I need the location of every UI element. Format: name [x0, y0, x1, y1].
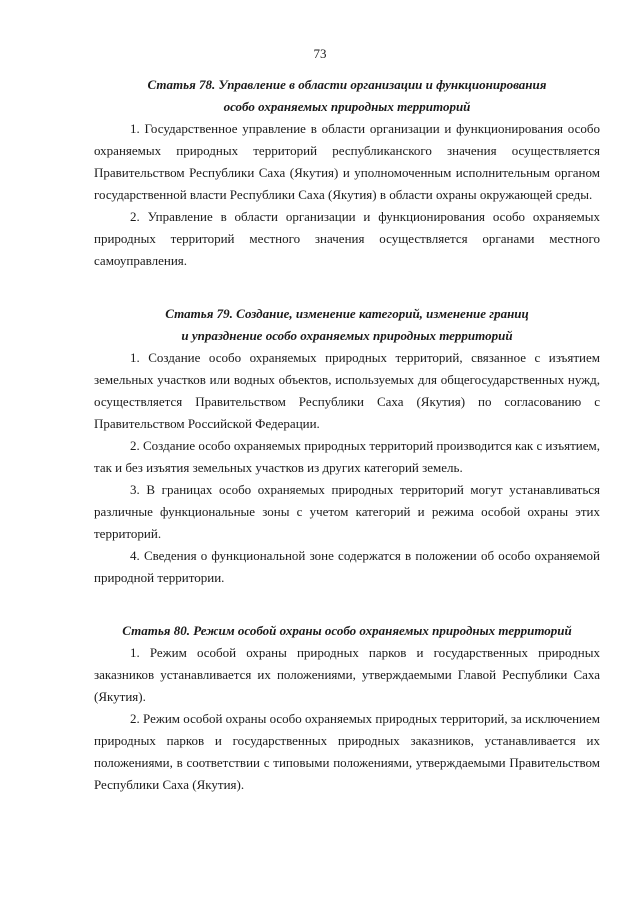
article-80 [94, 620, 600, 796]
document-body [94, 74, 600, 796]
article-78 [94, 74, 600, 272]
article-79-paragraph-4: 4. Сведения о функциональной зоне содержатся в положении об особо охраняемой природной территории. [94, 548, 600, 585]
page-number: 73 [313, 46, 327, 61]
article-80-paragraph-2: 2. Режим особой охраны особо охраняемых природных территорий, за исключением природных парков и государственных природных заказников, устанавливается их положениями, в соответствии с типовыми положениями, утверждаемыми Правительством Республики Саха (Якутия). [94, 711, 600, 792]
article-79-title-line2: и упразднение особо охраняемых природных территорий [181, 328, 513, 343]
article-79-title [94, 303, 600, 347]
article-80-title [94, 620, 600, 642]
article-79-title-line1: Статья 79. Создание, изменение категорий, изменение границ [165, 306, 529, 321]
article-78-title-line2: особо охраняемых природных территорий [223, 99, 471, 114]
section-spacer [94, 272, 600, 303]
section-spacer [94, 589, 600, 620]
article-78-paragraph-2: 2. Управление в области организации и функционирования особо охраняемых природных территорий местного значения осуществляется органами местного самоуправления. [94, 209, 600, 268]
article-79-paragraph-2: 2. Создание особо охраняемых природных территорий производится как с изъятием, так и без изъятия земельных участков из других категорий земель. [94, 438, 600, 475]
article-79-paragraph-1: 1. Создание особо охраняемых природных территорий, связанное с изъятием земельных участков или водных объектов, используемых для общегосударственных нужд, осуществляется Правительством Республики Саха (Якутия) по согласованию с Правительством Российской Федерации. [94, 350, 600, 431]
article-79 [94, 303, 600, 589]
article-78-paragraph-1: 1. Государственное управление в области организации и функционирования особо охраняемых природных территорий республиканского значения осуществляется Правительством Республики Саха (Якутия) и уполномоченным исполнительным органом государственной власти Республики Саха (Якутия) в области охраны окружающей среды. [94, 121, 600, 202]
article-80-paragraph-1: 1. Режим особой охраны природных парков и государственных природных заказников устанавливается их положениями, утверждаемыми Главой Республики Саха (Якутия). [94, 645, 600, 704]
article-79-paragraph-3: 3. В границах особо охраняемых природных территорий могут устанавливаться различные функциональные зоны с учетом категорий и режима особой охраны этих территорий. [94, 482, 600, 541]
article-78-title-line1: Статья 78. Управление в области организации и функционирования [147, 77, 547, 92]
article-78-title [94, 74, 600, 118]
article-80-title-line1: Статья 80. Режим особой охраны особо охраняемых природных территорий [122, 623, 572, 638]
